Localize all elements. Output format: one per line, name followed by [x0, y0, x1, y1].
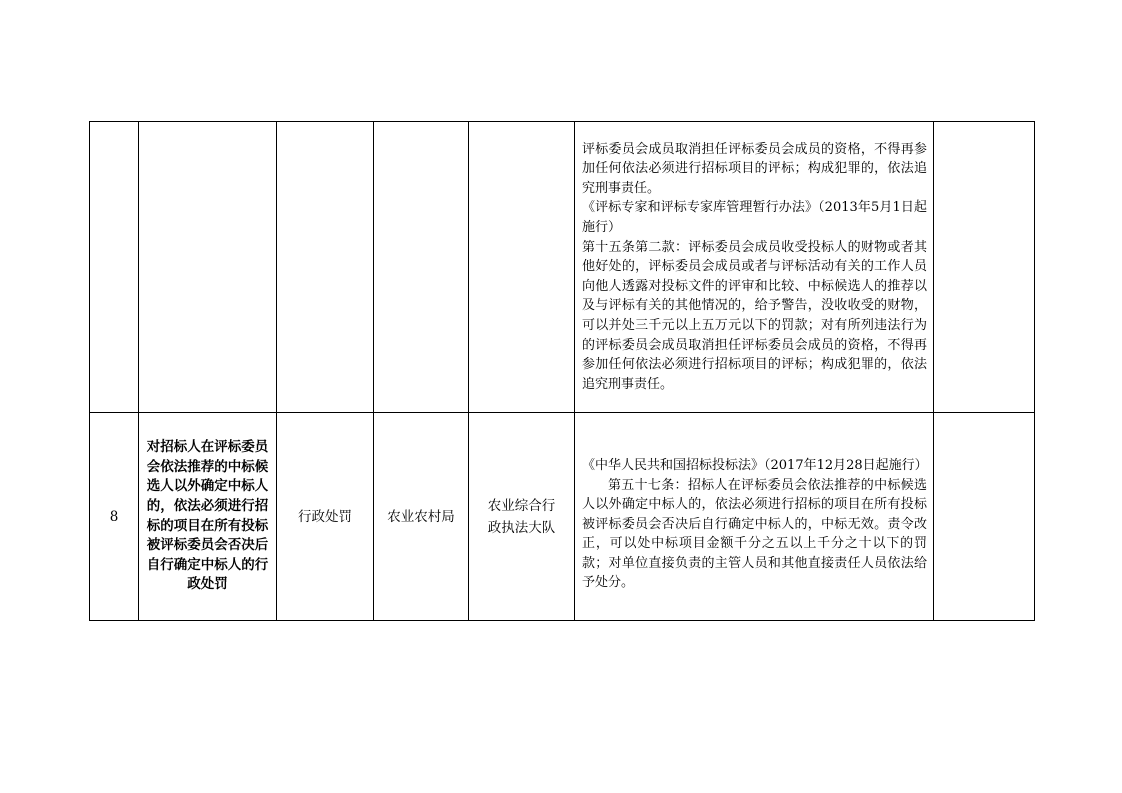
basis-cell: [575, 122, 934, 413]
row-number: 8: [90, 413, 139, 621]
remark-cell: [934, 413, 1035, 621]
enforcement-unit: 农业综合行政执法大队: [487, 497, 556, 536]
basis-text: [575, 140, 933, 395]
type-cell: [277, 122, 374, 413]
item-name: 对招标人在评标委员会依法推荐的中标候选人以外确定中标人的，依法必须进行招标的项目在所有投标被评标委员会否决后自行确定中标人的行政处罚: [146, 439, 269, 593]
table-row: [90, 122, 1035, 413]
table-row: [90, 413, 1035, 621]
basis-paragraph: 第十五条第二款：评标委员会成员收受投标人的财物或者其他好处的，评标委员会成员或者与评标活动有关的工作人员向他人透露对投标文件的评审和比较、中标候选人的推荐以及与评标有关的其他情况的，给予警告，没收收受的财物，可以并处三千元以上五万元以下的罚款；对有所列违法行为的评标委员会成员取消担任评标委员会成员的资格，不得再参加任何依法必须进行招标项目的评标；构成犯罪的，依法追究刑事责任。: [582, 239, 927, 392]
unit-cell: [469, 413, 575, 621]
regulation-table: [89, 121, 1035, 621]
basis-text: [575, 440, 933, 593]
basis-paragraph: 评标委员会成员取消担任评标委员会成员的资格，不得再参加任何依法必须进行招标项目的评标；构成犯罪的，依法追究刑事责任。: [582, 141, 927, 196]
no-cell: [90, 122, 139, 413]
remark-cell: [934, 122, 1035, 413]
basis-paragraph: 第五十七条：招标人在评标委员会依法推荐的中标候选人以外确定中标人的，依法必须进行招标的项目在所有投标被评标委员会否决后自行确定中标人的，中标无效。责令改正，可以处中标项目金额千分之五以上千分之十以下的罚款；对单位直接负责的主管人员和其他直接责任人员依法给予处分。: [582, 477, 927, 591]
unit-cell: [469, 122, 575, 413]
name-cell: [139, 413, 277, 621]
basis-paragraph: 《中华人民共和国招标投标法》（2017年12月28日起施行）: [582, 457, 928, 473]
department-cell: [374, 122, 469, 413]
basis-cell: [575, 413, 934, 621]
name-cell: [139, 122, 277, 413]
item-type: 行政处罚: [277, 413, 374, 621]
department: 农业农村局: [374, 413, 469, 621]
basis-paragraph: 《评标专家和评标专家库管理暂行办法》（2013年5月1日起施行）: [582, 200, 927, 236]
